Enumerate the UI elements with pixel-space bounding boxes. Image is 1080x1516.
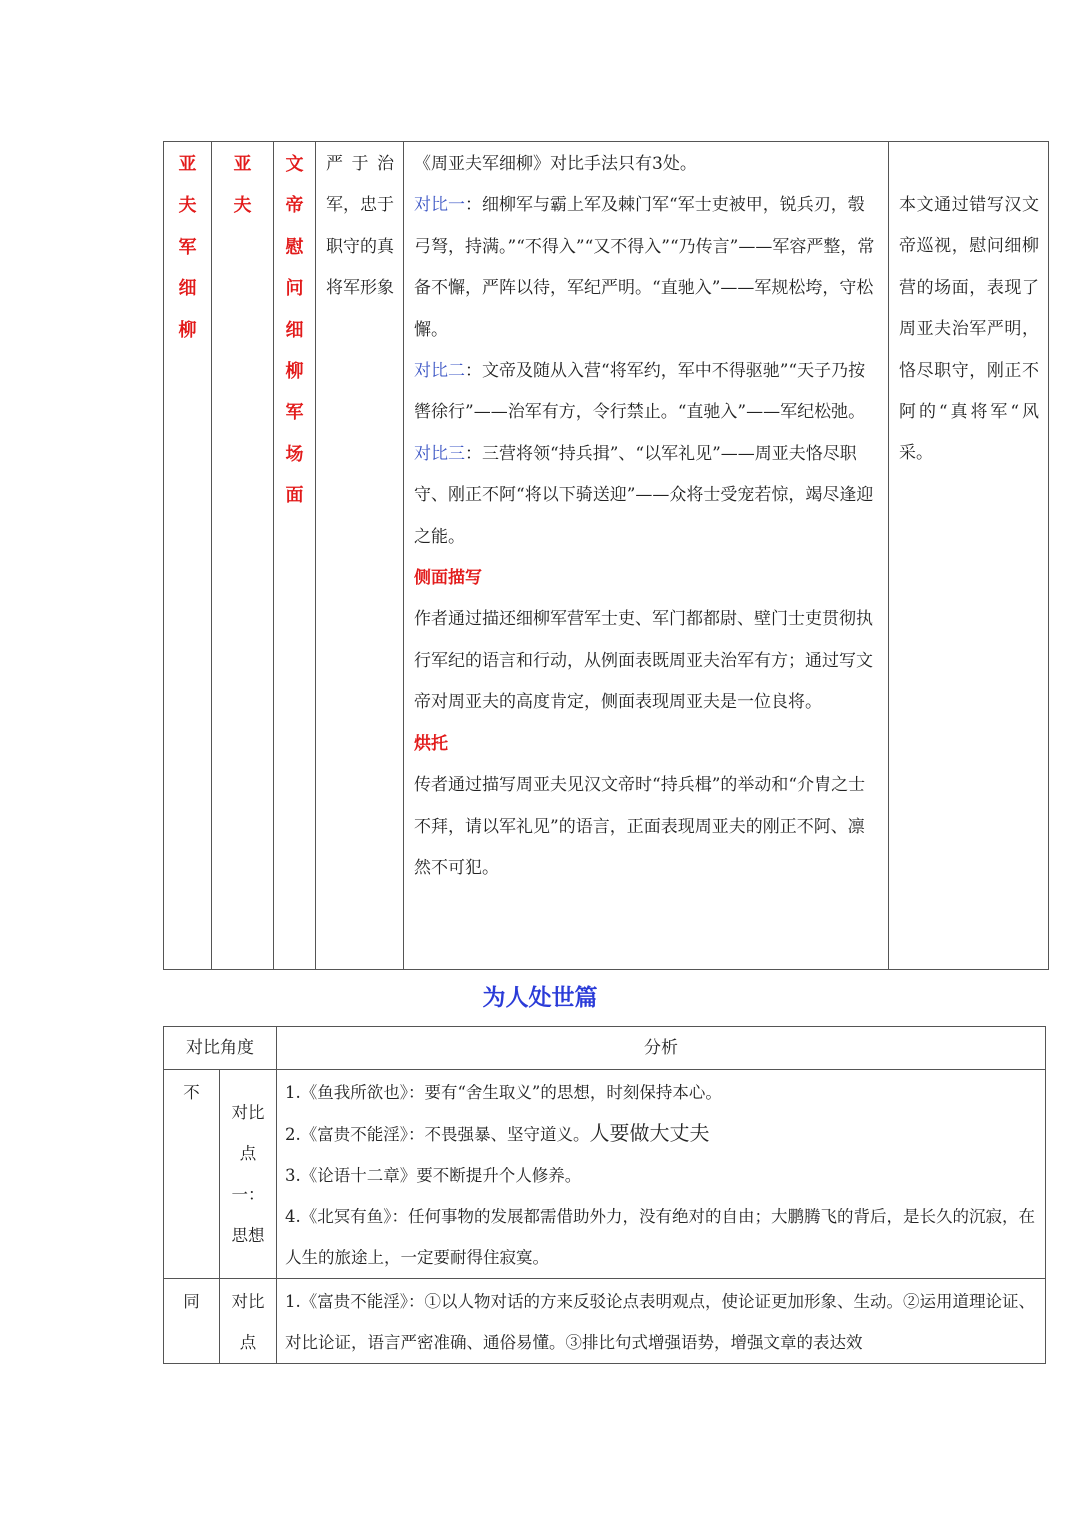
compare-point-label: 点 <box>239 1144 257 1163</box>
sub-cell-1 <box>220 1070 277 1279</box>
contrast-2-label: 对比二 <box>414 361 465 382</box>
scene-char: 军 <box>285 402 304 424</box>
compare-point-label: 点 <box>239 1333 257 1352</box>
sub-cell-2 <box>220 1279 277 1364</box>
contrast-1 <box>414 185 880 351</box>
contrast-3-label: 对比三 <box>414 443 465 464</box>
header-analysis: 分析 <box>277 1027 1046 1070</box>
image-cell <box>316 142 404 970</box>
title-char: 细 <box>178 278 197 300</box>
technique-cell <box>404 142 889 970</box>
analysis-item: 1.《富贵不能淫》：①以人物对话的方来反驳论点表明观点，使论证更加形象、生动。②运用道理论证、对比论证，语言严密准确、通俗易懂。③排比句式增强语势，增强文章的表达效 <box>285 1292 1035 1352</box>
analysis-item: 1.《鱼我所欲也》：要有“舍生取义”的思想，时刻保持本心。 <box>285 1083 722 1102</box>
title-char: 柳 <box>178 319 197 341</box>
analysis-item <box>285 1113 1039 1155</box>
technique-intro: 《周亚夫军细柳》对比手法只有3处。 <box>414 154 697 174</box>
character-char: 亚 <box>233 154 252 175</box>
theme-text: 本文通过错写汉文帝巡视，慰问细柳营的场面，表现了周亚夫治军严明，恪尽职守，刚正不阿的“真将军“风采。 <box>899 195 1039 464</box>
scene-char: 慰 <box>285 236 304 258</box>
title-cell <box>164 142 212 970</box>
scene-char: 帝 <box>285 195 304 217</box>
analysis-item-emphasis: 人要做大丈夫 <box>589 1121 710 1145</box>
contrast-1-text: ：细柳军与霸上军及棘门军“军士吏被甲，锐兵刃，彀弓弩，持满。”“不得入”“又不得入”“乃传言”——军容严整，常备不懈，严阵以待，军纪严明。“直驰入”——军规松垮，守松懈。 <box>414 195 875 340</box>
character-cell <box>212 142 274 970</box>
compare-point-label: 思想 <box>231 1226 265 1245</box>
contrast-2-text: ：文帝及随从入营“将军约，军中不得驱驰”“天子乃按辔徐行”——治军有方，令行禁止。“直驰入”——军纪松弛。 <box>414 361 866 423</box>
image-text: 严于治军，忠于职守的真将军形象 <box>326 154 394 299</box>
contrast-3-text: ：三营将领“持兵揖”、“以军礼见”——周亚夫恪尽职守、刚正不阿“将以下骑送迎”——众将士受宠若惊，竭尽逢迎之能。 <box>414 443 874 547</box>
analysis-cell-2 <box>277 1279 1046 1364</box>
header-angle: 对比角度 <box>164 1027 277 1070</box>
character-char: 夫 <box>233 195 252 217</box>
analysis-item-text: 2.《富贵不能淫》：不畏强暴、坚守道义。 <box>285 1125 590 1144</box>
scene-char: 细 <box>285 319 304 341</box>
scene-char: 场 <box>285 443 304 465</box>
analysis-item: 3.《论语十二章》要不断提升个人修养。 <box>285 1166 582 1185</box>
analysis-text-clip <box>285 1281 1039 1362</box>
scene-char: 面 <box>285 485 304 507</box>
foil-text: 传者通过描写周亚夫见汉文帝时“持兵楫”的举动和“介胄之士不拜，请以军礼见”的语言，正面表现周亚夫的刚正不阿、凛然不可犯。 <box>414 775 866 878</box>
side-description-heading: 侧面描写 <box>414 568 482 589</box>
scene-char: 问 <box>285 278 304 300</box>
narrative-analysis-table <box>163 141 1049 970</box>
scene-char: 柳 <box>285 360 304 382</box>
scene-char: 文 <box>285 154 304 175</box>
group-cell-2 <box>164 1279 220 1364</box>
group-char: 同 <box>183 1292 200 1311</box>
group-cell-1 <box>164 1070 220 1279</box>
group-char: 不 <box>183 1083 200 1102</box>
title-char: 亚 <box>178 154 197 175</box>
analysis-cell-1 <box>277 1070 1046 1279</box>
contrast-1-label: 对比一 <box>414 195 465 216</box>
theme-cell <box>889 142 1049 970</box>
conduct-comparison-table <box>163 1026 1046 1364</box>
section-title: 为人处世篇 <box>482 985 598 1011</box>
compare-point-label: 一： <box>231 1185 265 1204</box>
foil-heading: 烘托 <box>414 733 448 754</box>
contrast-3 <box>414 434 880 558</box>
compare-point-label: 对比 <box>231 1292 265 1311</box>
contrast-2 <box>414 351 880 434</box>
scene-cell <box>274 142 316 970</box>
title-char: 军 <box>178 236 197 258</box>
analysis-item: 4.《北冥有鱼》：任何事物的发展都需借助外力，没有绝对的自由；大鹏腾飞的背后，是长久的沉寂，在人生的旅途上，一定要耐得住寂寞。 <box>285 1207 1035 1267</box>
title-char: 夫 <box>178 195 197 217</box>
compare-point-label: 对比 <box>231 1103 265 1122</box>
side-description-text: 作者通过描还细柳军营军士吏、军门都都尉、壁门士吏贯彻执行军纪的语言和行动，从例面表既周亚夫治军有方；通过写文帝对周亚夫的高度肯定，侧面表现周亚夫是一位良将。 <box>414 609 873 713</box>
